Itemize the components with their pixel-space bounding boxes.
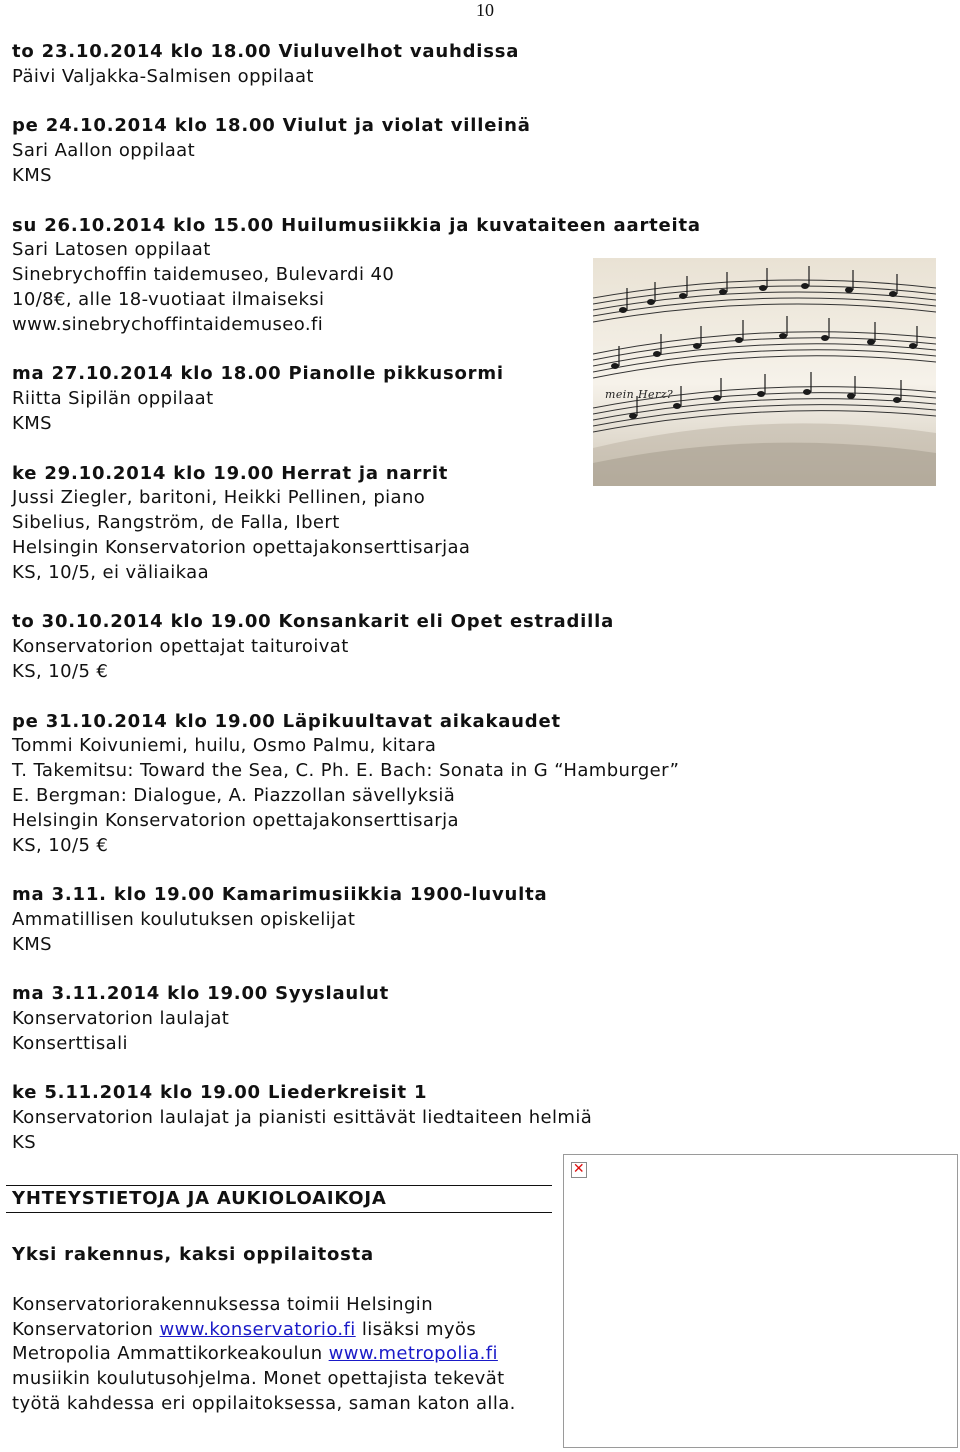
metropolia-link[interactable]: www.metropolia.fi (328, 1343, 498, 1365)
event-line: Jussi Ziegler, baritoni, Heikki Pellinen, piano (12, 487, 426, 509)
event-line: Ammatillisen koulutuksen opiskelijat (12, 908, 356, 930)
event-heading: ma 27.10.2014 klo 18.00 Pianolle pikkusormi (12, 363, 504, 385)
event-line: T. Takemitsu: Toward the Sea, C. Ph. E. Bach: Sonata in G “Hamburger” (12, 760, 680, 782)
event-line: KS, 10/5 € (12, 834, 109, 856)
contact-subheading: Yksi rakennus, kaksi oppilaitosta (12, 1244, 375, 1265)
event-list (12, 40, 772, 1181)
event-heading: ke 29.10.2014 klo 19.00 Herrat ja narrit (12, 462, 449, 484)
event-heading: ma 3.11.2014 klo 19.00 Syyslaulut (12, 983, 390, 1005)
konservatorio-link[interactable]: www.konservatorio.fi (159, 1318, 356, 1340)
event-line: KMS (12, 933, 52, 955)
event-1 (12, 40, 772, 90)
contact-section (12, 1185, 552, 1417)
event-line: Konservatorion laulajat (12, 1008, 230, 1030)
contact-text-3: musiikin koulutusohjelma. Monet opettajista tekevät työtä kahdessa eri oppilaitoksessa, saman katon alla. (12, 1368, 516, 1414)
event-6 (12, 610, 772, 684)
event-heading: to 23.10.2014 klo 18.00 Viuluvelhot vauhdissa (12, 41, 520, 62)
event-line: 10/8€, alle 18-vuotiaat ilmaiseksi (12, 288, 325, 310)
contact-text-2: lisäksi myös Metropolia Ammattikorkeakoulun (12, 1318, 477, 1365)
event-line: Konservatorion laulajat ja pianisti esittävät liedtaiteen helmiä (12, 1107, 593, 1129)
event-heading: pe 31.10.2014 klo 19.00 Läpikuultavat aikakaudet (12, 710, 561, 732)
event-2 (12, 114, 772, 188)
event-heading: pe 24.10.2014 klo 18.00 Viulut ja violat villeinä (12, 115, 531, 137)
event-heading: su 26.10.2014 klo 15.00 Huilumusiikkia ja kuvataiteen aarteita (12, 214, 701, 236)
event-line: Sinebrychoffin taidemuseo, Bulevardi 40 (12, 264, 395, 286)
event-10 (12, 1081, 772, 1155)
event-line: Tommi Koivuniemi, huilu, Osmo Palmu, kitara (12, 735, 437, 757)
contact-text-1: Konservatoriorakennuksessa toimii Helsingin Konservatorion (12, 1293, 434, 1340)
event-9 (12, 982, 772, 1056)
event-line: Konserttisali (12, 1032, 128, 1054)
sheet-music-photo (593, 258, 936, 486)
event-line: Sari Aallon oppilaat (12, 140, 196, 162)
event-line: KMS (12, 412, 52, 434)
event-url: www.sinebrychoffintaidemuseo.fi (12, 313, 324, 335)
page-number: 10 (476, 0, 494, 20)
event-line: Sibelius, Rangström, de Falla, Ibert (12, 512, 340, 534)
event-line: KS (12, 1132, 37, 1154)
event-line: Sari Latosen oppilaat (12, 239, 211, 261)
event-7 (12, 710, 772, 859)
sheet-music-lyric: mein Herz? (605, 388, 674, 401)
missing-image-placeholder (563, 1154, 958, 1448)
event-heading: ke 5.11.2014 klo 19.00 Liederkreisit 1 (12, 1082, 428, 1104)
event-line: Konservatorion opettajat taituroivat (12, 636, 349, 658)
event-heading: ma 3.11. klo 19.00 Kamarimusiikkia 1900-luvulta (12, 884, 548, 906)
event-line: Helsingin Konservatorion opettajakonserttisarjaa (12, 536, 471, 558)
event-8 (12, 883, 772, 957)
event-line: E. Bergman: Dialogue, A. Piazzollan sävellyksiä (12, 784, 456, 806)
event-line: Helsingin Konservatorion opettajakonserttisarja (12, 809, 459, 831)
event-line: KMS (12, 164, 52, 186)
event-line: KS, 10/5 € (12, 660, 109, 682)
event-line: KS, 10/5, ei väliaikaa (12, 561, 210, 583)
event-line: Päivi Valjakka-Salmisen oppilaat (12, 65, 314, 87)
event-heading: to 30.10.2014 klo 19.00 Konsankarit eli Opet estradilla (12, 611, 615, 633)
event-line: Riitta Sipilän oppilaat (12, 388, 214, 410)
broken-image-icon: ✕ (572, 1161, 586, 1177)
sheet-music-illustration (593, 258, 936, 486)
contact-heading: YHTEYSTIETOJA JA AUKIOLOAIKOJA (6, 1185, 552, 1213)
contact-paragraph (12, 1293, 552, 1417)
